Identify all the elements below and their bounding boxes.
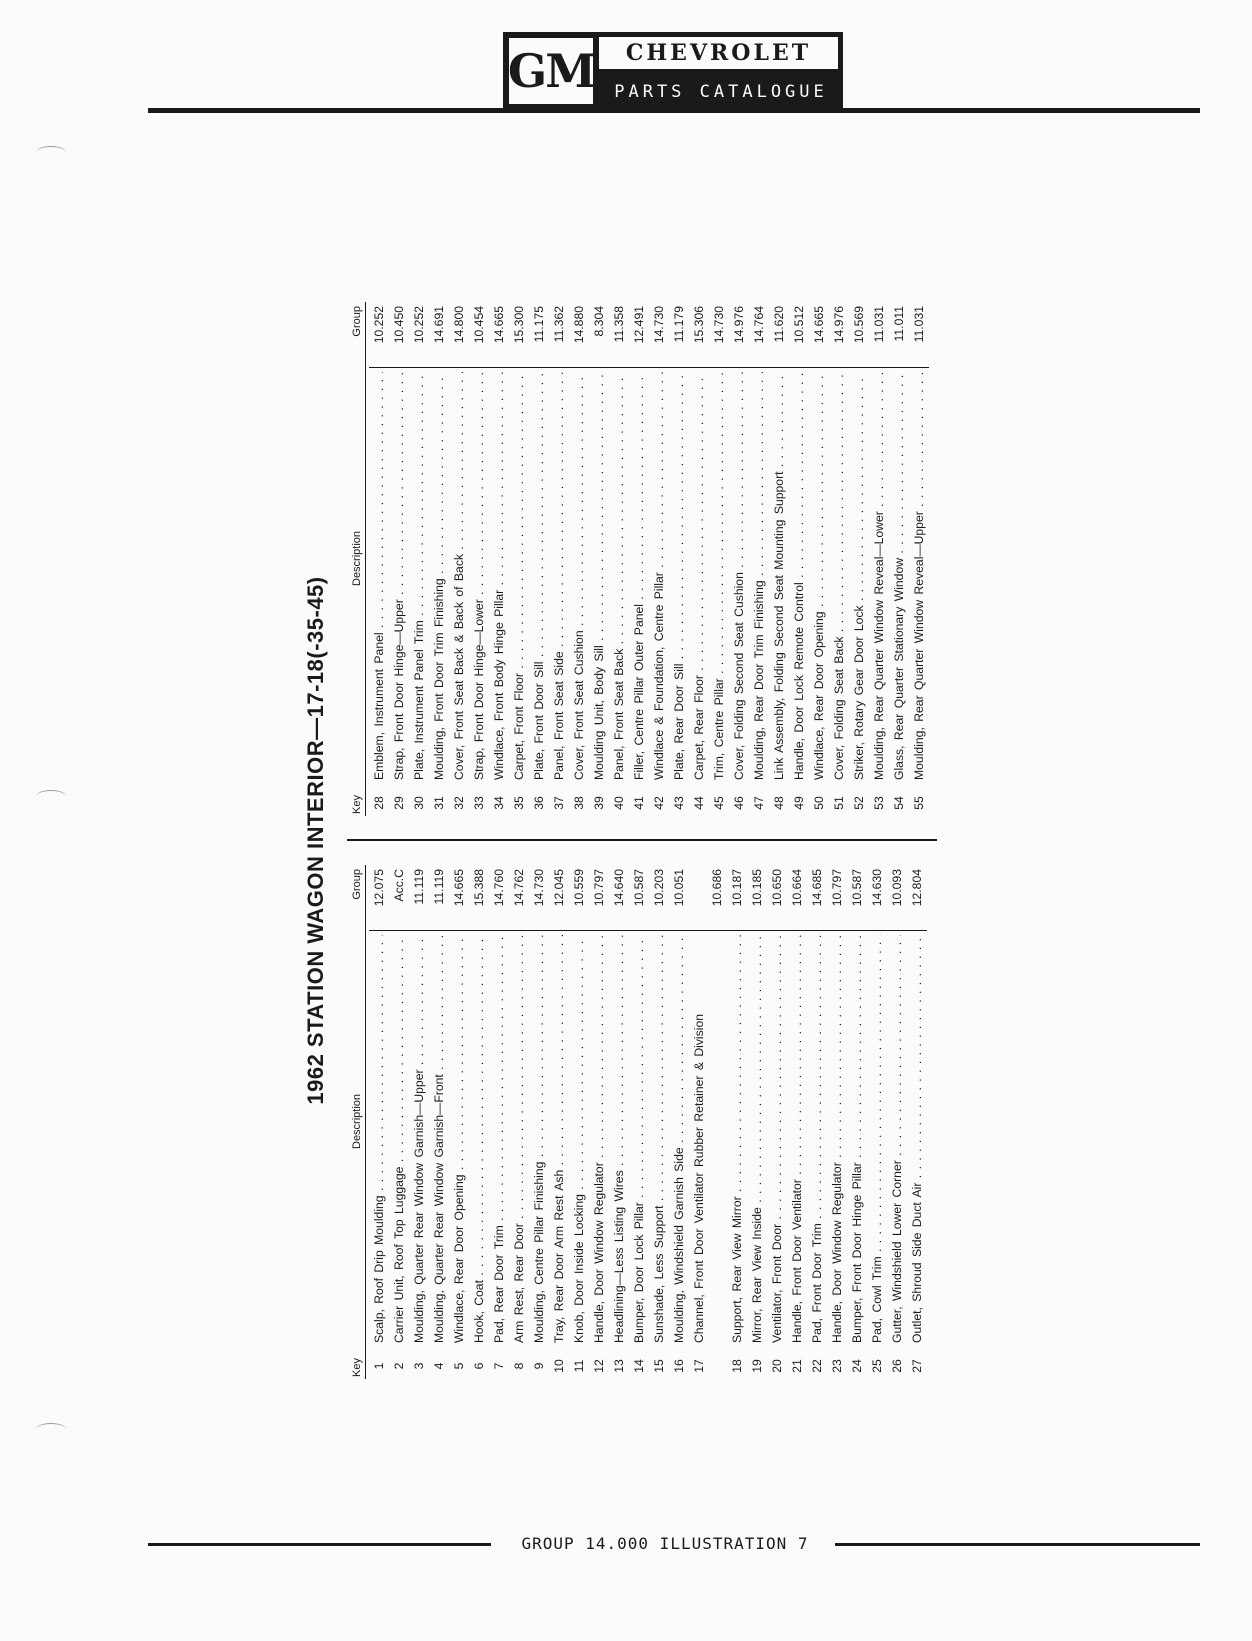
row-description: Knob, Door Inside Locking . . . [569,935,589,1343]
column-header [347,302,366,816]
row-description: Sunshade, Less Support . . . [649,935,669,1343]
row-group: 11.119 [429,865,449,931]
row-group: 11.175 [529,302,549,368]
row-group: 10.051 [669,865,689,931]
row-group: Acc.C [389,865,409,931]
table-row [369,302,389,816]
row-key: 48 [772,796,786,810]
column-header [347,865,366,1379]
table-row [529,302,549,816]
row-group: 15.306 [689,302,709,368]
table-row [809,302,829,816]
table-row [789,302,809,816]
row-key: 31 [432,796,446,810]
row-key: 47 [752,796,766,810]
table-row [469,865,489,1379]
row-description: Handle, Front Door Ventilator . . . [787,935,807,1343]
row-group: 11.620 [769,302,789,368]
table-row [689,302,709,816]
row-description: Carrier Unit, Roof Top Luggage . . . [389,935,409,1343]
row-key: 16 [672,1359,686,1373]
row-key: 40 [612,796,626,810]
row-group: 10.093 [887,865,907,931]
row-key: 27 [910,1359,924,1373]
row-key: 8 [512,1362,526,1370]
row-group: 12.491 [629,302,649,368]
row-group: 11.031 [909,302,929,368]
row-key: 37 [552,796,566,810]
row-group: 12.045 [549,865,569,931]
table-row [749,302,769,816]
table-row [589,302,609,816]
row-key: 38 [572,796,586,810]
row-description: Handle, Door Lock Remote Control . . . [789,372,809,780]
table-row [409,302,429,816]
row-description: Carpet, Rear Floor . . . [689,372,709,780]
row-key: 5 [452,1362,466,1370]
row-description: Bumper, Door Lock Pillar . . . [629,935,649,1343]
row-group: 10.587 [847,865,867,931]
table-row [907,865,927,1379]
row-group: 14.730 [529,865,549,931]
row-description: Windlace, Rear Door Opening . . . [809,372,829,780]
row-key: 4 [432,1362,446,1370]
row-description: Strap, Front Door Hinge—Lower . . . [469,372,489,780]
row-group: 11.119 [409,865,429,931]
row-key: 26 [890,1359,904,1373]
page-title: 1962 STATION WAGON INTERIOR—17-18(-35-45) [303,576,328,1105]
row-key: 12 [592,1359,606,1373]
row-key: 11 [572,1359,586,1373]
row-key: 15 [652,1359,666,1373]
column-divider [347,840,937,842]
row-group: 14.665 [809,302,829,368]
row-key: 10 [552,1359,566,1373]
row-description: Cover, Folding Second Seat Cushion . . . [729,372,749,780]
row-group: 15.300 [509,302,529,368]
row-group: 14.880 [569,302,589,368]
row-description: Tray, Rear Door Arm Rest Ash . . . [549,935,569,1343]
row-description: Moulding, Quarter Rear Window Garnish—Upper . . . [409,935,429,1343]
row-description: Scalp, Roof Drip Moulding . . . [369,935,389,1343]
row-key: 9 [532,1362,546,1370]
row-group: 14.730 [709,302,729,368]
row-group: 10.454 [469,302,489,368]
row-group: 14.691 [429,302,449,368]
row-group: 14.762 [509,865,529,931]
table-row [509,865,529,1379]
table-row [847,865,867,1379]
table-row [529,865,549,1379]
row-group: 10.203 [649,865,669,931]
row-key: 7 [492,1362,506,1370]
footer [148,1534,1200,1554]
row-description: Cover, Front Seat Back & Back of Back . . . [449,372,469,780]
row-description: Plate, Rear Door Sill . . . [669,372,689,780]
header-key: Key [351,1358,363,1377]
row-description: Moulding Unit, Body Sill . . . [589,372,609,780]
row-group: 11.358 [609,302,629,368]
row-key: 41 [632,796,646,810]
row-description: Windlace, Rear Door Opening . . . [449,935,469,1343]
row-group: 12.075 [369,865,389,931]
table-row [549,865,569,1379]
logo-subtitle: PARTS CATALOGUE [599,74,843,110]
table-row [449,865,469,1379]
row-description: Moulding, Rear Quarter Window Reveal—Lower . . . [869,372,889,780]
row-key: 2 [392,1362,406,1370]
table-row [389,865,409,1379]
row-group: 10.512 [789,302,809,368]
row-description: Pad, Cowl Trim . . . [867,935,887,1343]
row-description: Pad, Rear Door Trim . . . [489,935,509,1343]
row-description: Filler, Centre Pillar Outer Panel . . . [629,372,649,780]
row-key: 39 [592,796,606,810]
row-group: 10.185 [747,865,767,931]
row-group: 11.011 [889,302,909,368]
parts-column-left [347,865,927,1379]
table-row [469,302,489,816]
header-key: Key [351,795,363,814]
row-description: Trim, Centre Pillar . . . [709,372,729,780]
row-description: Plate, Instrument Panel Trim . . . [409,372,429,780]
row-description: Arm Rest, Rear Door . . . [509,935,529,1343]
row-description: Carpet, Front Floor . . . [509,372,529,780]
row-description: Mirror, Rear View Inside . . . [747,935,767,1343]
row-description: Panel, Front Seat Side . . . [549,372,569,780]
row-group: 11.179 [669,302,689,368]
table-row [669,865,689,1379]
row-description: Handle, Door Window Regulator . . . [827,935,847,1343]
table-row [727,865,747,1379]
header-group: Group [351,869,363,900]
row-key: 51 [832,796,846,810]
row-description: Cover, Folding Seat Back . . . [829,372,849,780]
row-key: 6 [472,1362,486,1370]
row-group: 15.388 [469,865,489,931]
row-key: 24 [850,1359,864,1373]
row-group: 10.686 [689,865,727,931]
row-group: 14.685 [807,865,827,931]
row-description: Channel, Front Door Ventilator Rubber Retainer & Division [692,1014,706,1343]
row-description: Moulding, Windshield Garnish Side . . . [669,935,689,1343]
row-key: 32 [452,796,466,810]
row-key: 43 [672,796,686,810]
row-group: 12.804 [907,865,927,931]
row-description: Moulding, Rear Quarter Window Reveal—Upper . . . [909,372,929,780]
table-row [787,865,807,1379]
row-group: 11.031 [869,302,889,368]
row-group: 10.650 [767,865,787,931]
row-key: 28 [372,796,386,810]
table-row [827,865,847,1379]
row-key: 33 [472,796,486,810]
logo-text-block [599,32,843,110]
binder-hole-mark [36,146,66,159]
row-description: Panel, Front Seat Back . . . [609,372,629,780]
table-row [609,302,629,816]
table-row [869,302,889,816]
parts-column-right [347,302,929,816]
row-description: Outlet, Shroud Side Duct Air . . . [907,935,927,1343]
table-row [769,302,789,816]
row-key: 45 [712,796,726,810]
row-group: 11.362 [549,302,569,368]
row-description: Windlace, Front Body Hinge Pillar . . . [489,372,509,780]
row-key: 54 [892,796,906,810]
row-group: 10.587 [629,865,649,931]
row-description: Link Assembly, Folding Second Seat Mounting Support . . . [769,372,789,780]
table-row [509,302,529,816]
table-row [767,865,787,1379]
table-row [709,302,729,816]
row-group: 14.630 [867,865,887,931]
row-description: Plate, Front Door Sill . . . [529,372,549,780]
row-key: 34 [492,796,506,810]
row-group: 14.665 [489,302,509,368]
table-row [389,302,409,816]
table-row [429,302,449,816]
row-key: 21 [790,1359,804,1373]
row-group: 14.665 [449,865,469,931]
row-key: 19 [750,1359,764,1373]
table-row [849,302,869,816]
row-group: 10.664 [787,865,807,931]
row-description: Emblem, Instrument Panel . . . [369,372,389,780]
row-description: Windlace & Foundation, Centre Pillar . . . [649,372,669,780]
table-row [829,302,849,816]
table-row [549,302,569,816]
footer-rule-left [148,1543,491,1546]
row-description: Handle, Door Window Regulator . . . [589,935,609,1343]
table-row [649,865,669,1379]
table-row [729,302,749,816]
table-row [867,865,887,1379]
row-key: 22 [810,1359,824,1373]
footer-caption: GROUP 14.000 ILLUSTRATION 7 [521,1534,809,1553]
row-group: 14.640 [609,865,629,931]
table-row [489,302,509,816]
row-description: Bumper, Front Door Hinge Pillar . . . [847,935,867,1343]
row-group: 10.797 [589,865,609,931]
row-key: 1 [372,1362,386,1370]
row-group: 8.304 [589,302,609,368]
row-group: 10.797 [827,865,847,931]
row-description: Hook, Coat . . . [469,935,489,1343]
row-key: 18 [730,1359,744,1373]
row-key: 35 [512,796,526,810]
row-key: 29 [392,796,406,810]
binder-hole-mark [36,1423,66,1436]
row-description: Moulding, Centre Pillar Finishing . . . [529,935,549,1343]
table-row [369,865,389,1379]
table-row [489,865,509,1379]
row-description: Headlining—Less Listing Wires . . . [609,935,629,1343]
header-description: Description [351,1093,363,1149]
table-row [889,302,909,816]
table-row [629,302,649,816]
row-key: 53 [872,796,886,810]
table-row [449,302,469,816]
row-group: 14.976 [729,302,749,368]
row-description: Cover, Front Seat Cushion . . . [569,372,589,780]
row-key: 44 [692,796,706,810]
row-key: 13 [612,1359,626,1373]
row-description: Glass, Rear Quarter Stationary Window . . . [889,372,909,780]
row-key: 3 [412,1362,426,1370]
row-group: 10.559 [569,865,589,931]
table-row [909,302,929,816]
row-group: 14.976 [829,302,849,368]
row-description: Pad, Front Door Trim . . . [807,935,827,1343]
header-description: Description [351,530,363,586]
parts-table-rotated [295,302,952,1379]
row-key: 42 [652,796,666,810]
parts-list-left [366,865,927,1379]
table-row [747,865,767,1379]
row-key: 25 [870,1359,884,1373]
gm-chevrolet-logo [503,32,843,110]
table-row [669,302,689,816]
row-key: 36 [532,796,546,810]
footer-rule-right [835,1543,1200,1546]
row-key: 52 [852,796,866,810]
row-description: Moulding, Quarter Rear Window Garnish—Front . . . [429,935,449,1343]
row-description: Gutter, Windshield Lower Corner . . . [887,935,907,1343]
parts-list-right [366,302,929,816]
row-key: 49 [792,796,806,810]
logo-brand: CHEVROLET [599,32,843,74]
row-key: 23 [830,1359,844,1373]
row-group: 10.252 [369,302,389,368]
row-group: 14.760 [489,865,509,931]
row-group: 10.569 [849,302,869,368]
gm-mark [503,32,599,110]
row-key: 14 [632,1359,646,1373]
row-key: 55 [912,796,926,810]
row-group: 14.764 [749,302,769,368]
row-description: Strap, Front Door Hinge—Upper . . . [389,372,409,780]
table-row [409,865,429,1379]
row-key: 20 [770,1359,784,1373]
row-key: 30 [412,796,426,810]
binder-hole-mark [36,790,66,803]
row-key: 46 [732,796,746,810]
row-group: 14.800 [449,302,469,368]
row-description: Striker, Rotary Gear Door Lock . . . [849,372,869,780]
table-row [649,302,669,816]
table-row [689,865,727,1379]
row-group: 10.187 [727,865,747,931]
row-description: Moulding, Rear Door Trim Finishing . . . [749,372,769,780]
table-row [887,865,907,1379]
row-description: Moulding, Front Door Trim Finishing . . . [429,372,449,780]
header-group: Group [351,306,363,337]
row-description: Support, Rear View Mirror . . . [727,935,747,1343]
row-description: Ventilator, Front Door . . . [767,935,787,1343]
row-key: 50 [812,796,826,810]
table-row [589,865,609,1379]
table-row [569,865,589,1379]
table-row [807,865,827,1379]
row-group: 10.450 [389,302,409,368]
table-row [629,865,649,1379]
gm-mark-text: GM [509,38,593,104]
row-group: 14.730 [649,302,669,368]
row-group: 10.252 [409,302,429,368]
table-row [429,865,449,1379]
table-row [569,302,589,816]
table-row [609,865,629,1379]
row-key: 17 [692,1359,706,1373]
